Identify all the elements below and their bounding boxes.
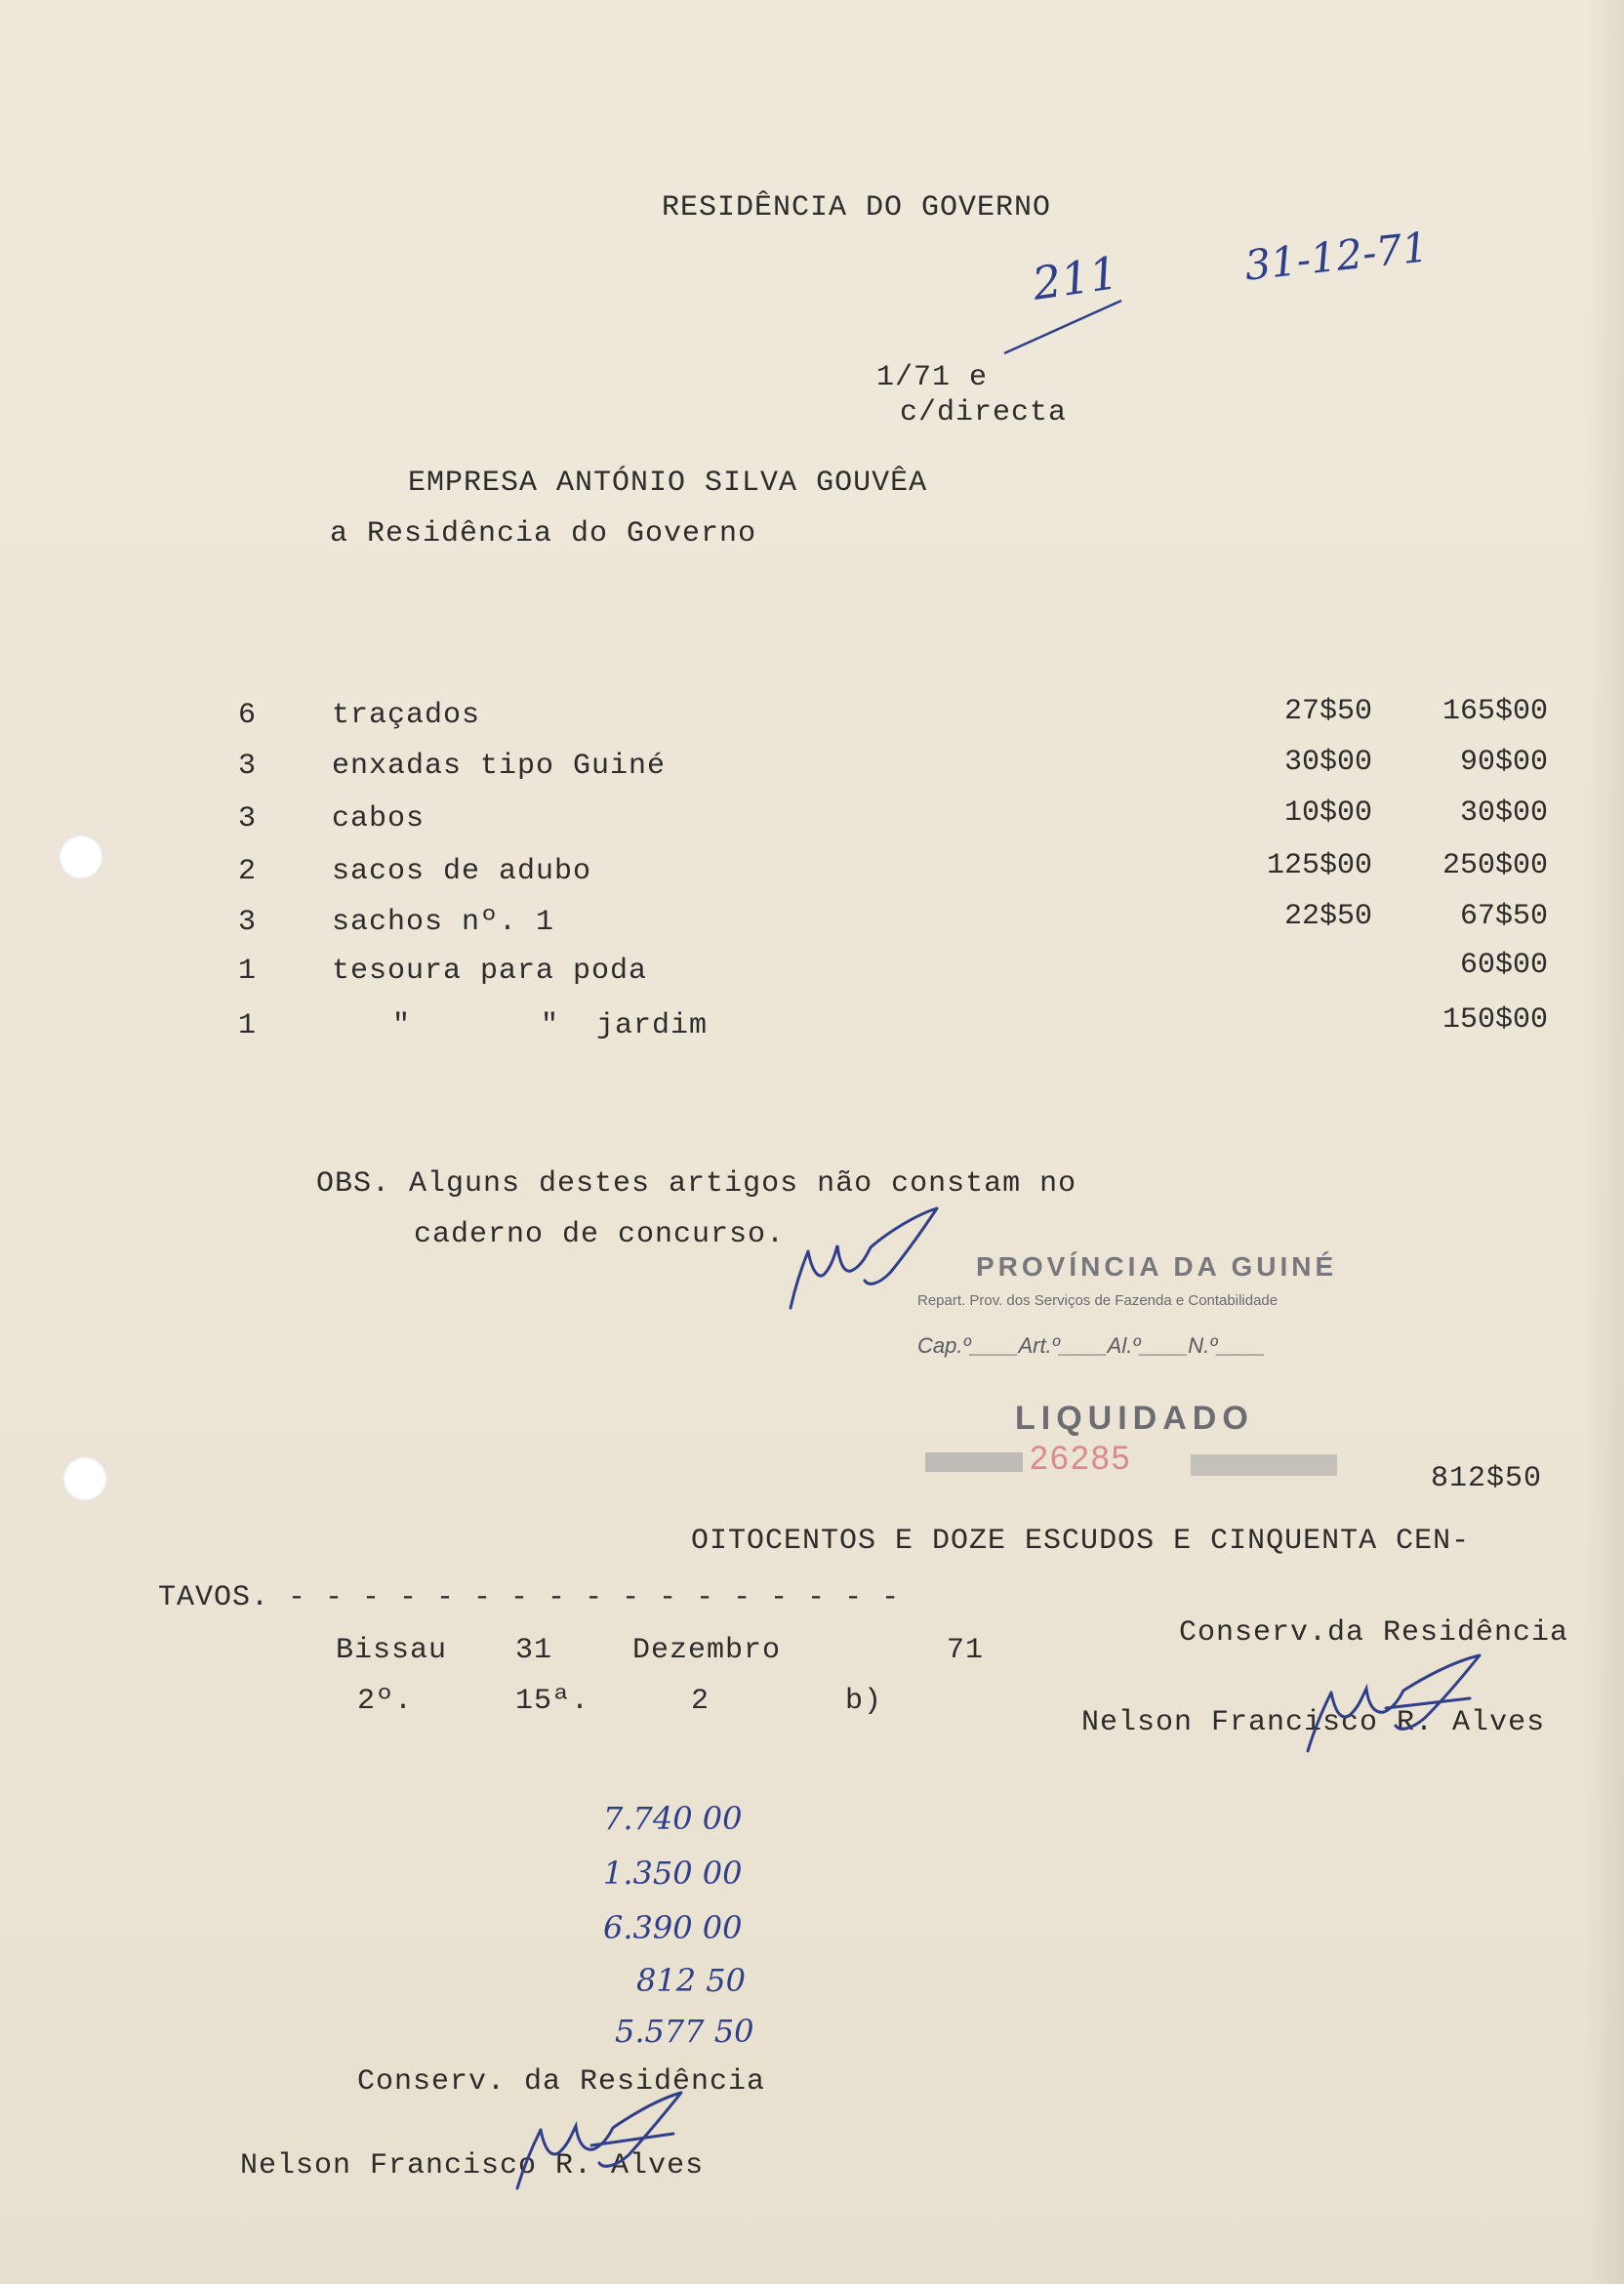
day: 31 (515, 1634, 553, 1667)
item-description: " " jardim (392, 1009, 709, 1042)
item-description: sacos de adubo (332, 855, 592, 888)
handwritten-sum-3: 6.390 00 (603, 1909, 743, 1946)
item-unit-price: 125$00 (1266, 849, 1372, 882)
item-total: 60$00 (1459, 949, 1548, 982)
item-unit-price: 22$50 (1283, 900, 1372, 933)
item-qty: 3 (237, 906, 256, 939)
page-edge-shadow (1585, 0, 1624, 2284)
item-qty: 1 (237, 1009, 256, 1042)
item-total: 165$00 (1441, 695, 1548, 728)
signatory-name-right: Nelson Francisco R. Alves (1081, 1706, 1546, 1739)
ref-number-underline (1000, 293, 1127, 361)
stamp-smudge (917, 1443, 1347, 1486)
obs-line-2: caderno de concurso. (414, 1218, 786, 1251)
handwritten-sum-5: 5.577 50 (615, 2013, 754, 2050)
item-qty: 1 (237, 955, 256, 988)
handwritten-sum-4: 812 50 (636, 1962, 746, 1999)
item-description: cabos (332, 802, 426, 836)
stamp-fields: Cap.º____Art.º____Al.º____N.º____ (917, 1333, 1266, 1358)
stamp-liquidated: LIQUIDADO (1015, 1400, 1254, 1437)
item-total: 250$00 (1441, 849, 1548, 882)
item-unit-price: 30$00 (1283, 746, 1372, 779)
reference-line-1: 1/71 e (876, 361, 989, 394)
punch-hole-bottom (62, 1456, 107, 1501)
stamp-number: 26285 (1030, 1440, 1132, 1477)
signature-right (1298, 1650, 1493, 1757)
item-qty: 3 (237, 750, 256, 783)
item-unit-price: 27$50 (1283, 695, 1372, 728)
item-qty: 2 (237, 855, 256, 888)
code-1: 2º. (357, 1685, 414, 1718)
liquidated-stamp (917, 1251, 1405, 1490)
item-qty: 3 (237, 802, 256, 836)
total-amount: 812$50 (1431, 1462, 1543, 1495)
signatory-role-right: Conserv.da Residência (1179, 1616, 1569, 1650)
year: 71 (947, 1634, 985, 1667)
reference-line-2: c/directa (900, 396, 1068, 429)
total-in-words-line-1: OITOCENTOS E DOZE ESCUDOS E CINQUENTA CEN- (691, 1525, 1471, 1558)
stamp-province: PROVÍNCIA DA GUINÉ (976, 1251, 1338, 1282)
company-name: EMPRESA ANTÓNIO SILVA GOUVÊA (408, 467, 928, 500)
signature-left (508, 2087, 693, 2194)
signatory-name-left: Nelson Francisco R. Alves (240, 2149, 705, 2182)
total-in-words-line-2: TAVOS. - - - - - - - - - - - - - - - - - (158, 1581, 901, 1614)
handwritten-sum-1: 7.740 00 (603, 1800, 743, 1837)
item-unit-price: 10$00 (1283, 796, 1372, 830)
recipient-line: a Residência do Governo (330, 517, 757, 551)
item-description: traçados (332, 699, 481, 732)
punch-hole-top (59, 835, 103, 879)
item-total: 90$00 (1459, 746, 1548, 779)
stamp-department: Repart. Prov. dos Serviços de Fazenda e Contabilidade (917, 1292, 1279, 1309)
code-3: 2 (691, 1685, 710, 1718)
item-description: enxadas tipo Guiné (332, 750, 667, 783)
month: Dezembro (632, 1634, 782, 1667)
code-4: b) (845, 1685, 883, 1718)
item-total: 150$00 (1441, 1003, 1548, 1037)
item-description: tesoura para poda (332, 955, 648, 988)
document-title: RESIDÊNCIA DO GOVERNO (662, 191, 1052, 224)
handwritten-ref-number: 211 (1029, 246, 1122, 310)
obs-line-1: OBS. Alguns destes artigos não constam no (316, 1167, 1077, 1201)
item-total: 67$50 (1459, 900, 1548, 933)
handwritten-date: 31-12-71 (1241, 223, 1431, 290)
place: Bissau (336, 1634, 448, 1667)
code-2: 15ª. (515, 1685, 590, 1718)
item-qty: 6 (237, 699, 256, 732)
item-description: sachos nº. 1 (332, 906, 555, 939)
item-total: 30$00 (1459, 796, 1548, 830)
handwritten-sum-2: 1.350 00 (603, 1855, 743, 1892)
signatory-role-left: Conserv. da Residência (357, 2065, 766, 2099)
